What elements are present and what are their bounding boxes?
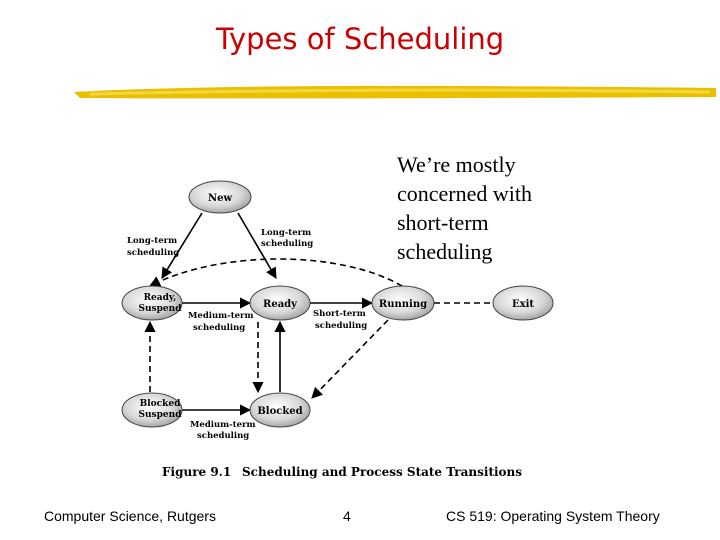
node-new (189, 181, 251, 213)
svg-text:Ready,: Ready, (143, 293, 177, 303)
svg-text:Ready: Ready (263, 299, 297, 310)
label-long-term-right: Long-term (261, 228, 312, 238)
label-long-term-left: Long-term (127, 236, 178, 246)
slide-title: Types of Scheduling (215, 22, 505, 56)
node-ready-suspend (122, 286, 182, 320)
figure-caption-text: Scheduling and Process State Transitions (242, 465, 523, 479)
edge-running-to-blocked (312, 320, 388, 398)
node-exit (493, 286, 553, 320)
label-short-term: Short-term (313, 309, 366, 319)
svg-text:Running: Running (378, 299, 428, 310)
state-diagram (110, 170, 570, 490)
label-short-term-2: scheduling (315, 321, 368, 331)
label-long-term-left-2: scheduling (127, 248, 180, 258)
label-medium-term-bottom: Medium-term (190, 420, 256, 430)
page-number: 4 (343, 508, 351, 524)
node-running (372, 286, 434, 320)
label-medium-term-bottom-2: scheduling (197, 431, 250, 441)
label-medium-term-top-2: scheduling (193, 323, 246, 333)
node-blocked-suspend (122, 393, 182, 427)
svg-text:Blocked: Blocked (257, 406, 303, 417)
svg-text:Suspend: Suspend (138, 410, 182, 420)
note-text: We’re mostly concerned with short-term scheduling (397, 152, 532, 264)
svg-text:Exit: Exit (511, 299, 535, 310)
footer-right: CS 519: Operating System Theory (446, 508, 660, 524)
figure-caption-number: Figure 9.1 (162, 465, 232, 479)
node-ready (250, 286, 310, 320)
label-long-term-right-2: scheduling (261, 239, 314, 249)
edge-running-to-ready (150, 259, 402, 286)
footer-left: Computer Science, Rutgers (44, 508, 216, 524)
label-medium-term-top: Medium-term (188, 311, 254, 321)
node-blocked (250, 393, 310, 427)
svg-text:New: New (207, 193, 233, 204)
svg-text:Blocked: Blocked (139, 399, 181, 409)
svg-text:Suspend: Suspend (138, 304, 182, 314)
title-underline (70, 80, 720, 104)
